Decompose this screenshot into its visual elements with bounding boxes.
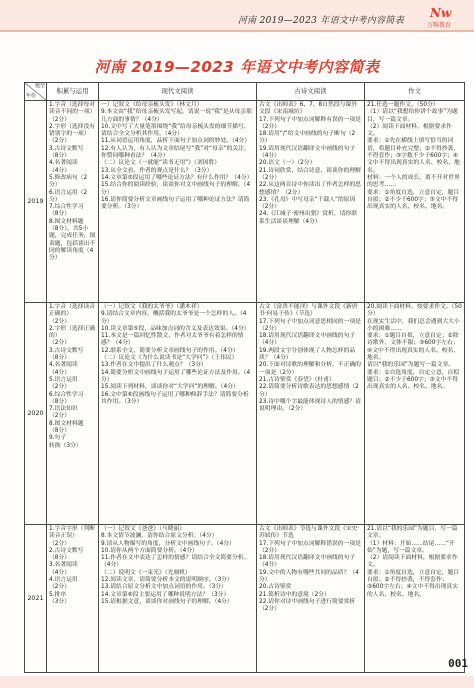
year-cell: 2020 (25, 303, 47, 525)
essay-cell: 21.任选一题作文。（50分） （1）请以“我想给你讲个故事”为题目，写一篇文章。 （2）阅读下面材料，根据要求作文。 要求：①先在横线上填写恰当的词语，将题目补充完整；②不得抄袭，不得套作；③字数不少于600字；④文中不得出现真实的人名、校名、地名。 材料：一个人的成长，离不开对世界的思考…… 要求：①角度自选，立意自定，题目自拟；②不少于600字；③文中不得出现真实的人名、校名、地名。 (365, 101, 465, 303)
header-band (0, 0, 474, 30)
modern-reading-cell: （一）记叙文《我的太爷爷》（潘木祥） 9.请结合文章内容，概括我的太爷爷是一个怎样的人。（4分） 10.读文章第⑤段，品味加点词的含义及表达效果。（4分） 11.本文是一篇回忆性散文，作者对太爷爷有着怎样的情感？（4分） 12.联系全文，简要分析文章画线句子的作用。（4分） （二）议论文《为什么说读书是“大学问”》（王伟民） 13.作者在文中提出了什么观点？（3分） 14.简要分析文中画线句子运用了哪些论证方法及作用。（4分） 15.阅读下列材料，谈谈你对“大学问”的理解。（4分） 16.文中第⑥段画线句子运用了哪种修辞手法？请简要分析其作用。（3分） (99, 303, 257, 525)
modern-reading-cell: 一）记叙文《给母亲梳头发》（林文月） 9.本文由“我”给母亲梳头发写起，请说一说“我”是从母亲那几方面的事情？（4分） 10.文中写了大量笔墨围绕“我”给母亲梳头发的细节描写，请结合全文分析其作用。（4分） 11.从词语运用角度，品析下面句子加点词的妙处。（4分） 12.有人认为，有人认为文章结尾写“我”对“母亲”的关注，你赞同哪种看法？（4分） （二）议论文《一就能“读书无用”》（刘国胜） 13.从全文看，作者的观点是什么？（3分） 14.文章第⑤段运用了哪些论证方法？有什么作用？（4分） 15.结合你的阅读经验，谈谈你对文中画线句子的理解。（4分） 16.请你简要分析文章画线句子运用了哪种论证方法？请简要分析。（3分） (99, 101, 257, 303)
corner-label-type: 题型 (34, 83, 45, 89)
logo-mark: Nw (430, 6, 452, 20)
accumulation-cell: 1.字音字形（判断读音正误） （2分） 2.古诗文默写 （8分） 3.名著阅读 （4分） 4.语言运用 （2分） 5.排序 （3分） (47, 525, 99, 673)
essay-cell: 20.阅读下面材料，按要求作文。（50分） 在现实生活中，我们总会遇到大大小小的困难…… 要求：①题目自拟，立意自定；②除诗歌外，文体不限；③600字左右；④文中不得出现真实的人名、校名、地名。 请以“我的乐园”为题写一篇文章。 要求：①自选角度，自定立意，自拟题目；②不少于600字；③文中不得出现真实的人名、校名、地名。 (365, 303, 465, 525)
content-table (24, 82, 465, 673)
classical-reading-cell: 古文《富贵不能淫》与课外文段《新唐书·何易于传》（节选） 17.下列句子中加点词意思相同的一项是（2分） 18.请用现代汉语翻译文中画线的句子（4分） 19.两段文字分别体现了人物怎样的品质？（4分） 20.下面对诗歌的理解和分析，不正确的一项是（2分） 21.古诗鉴赏《春望》（杜甫） 22.请简要分析诗歌表达的思想感情（2分） 23.诗中哪个字最能体现诗人的情感？请说明理由。（2分） (257, 303, 365, 525)
column-header-classical-reading: 古诗文阅读 (257, 83, 365, 101)
column-header-essay: 作文 (365, 83, 465, 101)
running-title: 河南 2019—2023 年语文中考内容简表 (237, 16, 404, 26)
corner-label-year: 年份 (26, 92, 37, 99)
modern-reading-cell: （一）记叙文《爸爸》（马晓丽） 8.本文情节波澜，请你结合原文分析。（4分） 9.请从人物描写的角度，分析文中画线句子。（4分） 10.请你从两个方面简要分析。（4分） 11.作者在文中表达了怎样的情感？请结合全文简要分析。（4分） （二）说明文《一束光》（光刻机） 12.阅读文章，请简要分析本文的说明顺序。（3分） 13.请结合原文分析文中加点词语的作用。（3分） 14.文章第⑥段主要运用了哪种说明方法？（3分） 15.请根据文意，谈谈你对画线句子的理解。（4分） (99, 525, 257, 673)
page-number: 001 (448, 657, 468, 670)
table-row (25, 101, 465, 303)
table-row (25, 525, 465, 673)
column-header-modern-reading: 现代文阅读 (99, 83, 257, 101)
column-header-accumulation: 积累与运用 (47, 83, 99, 101)
table-row (25, 303, 465, 525)
publisher-logo (426, 6, 466, 30)
year-cell: 2021 (25, 525, 47, 673)
logo-subtitle: 万唯教育 (427, 22, 452, 29)
classical-reading-cell: 古文《出师表》节选与课外文段《宋史·苏轼传》节选 17.下列句子中加点词解释错误的一项是（2分） 18.请用现代汉语翻译文中画线的句子（4分） 19.文中的人物有哪些共同的品质？（4分） 20.古诗鉴赏 21.简析诗中的意境（2分） 22.请你对诗中画线句子进行简要赏析（2分） (257, 525, 365, 673)
classical-reading-cell: 古文《出师表》6、7、8自然段与课外文段《宋南城坊》 17.下列句子中加点词解释有误的一项是（2分） 18.请用“/”给文中画线的句子断句（2分） 19.请用现代汉语翻译文中画线的句子（4分） 20.语文（一）（2分） 21.诗词欣赏，结合诗意，谈谈你的理解（2分） 22.从这两首诗中你读出了作者怎样的思想感情？（2分） 23.《孔母》中写母亲“千载人”的原因（2分） 24.《江城子·密州出猎》赏析，请你联系生活谈谈理解（4分） (257, 101, 365, 303)
table-corner-cell (25, 83, 47, 101)
year-cell: 2019 (25, 101, 47, 303)
accumulation-cell: 1.字音（选择读音正确的） （2分） 2.字形（选择正确的） （2分） 3.古诗文默写 （8分） 4.名著阅读 （4分） 5.语言运用 （2分） 6.综合性学习 （8分） 7.语法知识 （2分） 8.图文材料题 （8分） 9.句子 转换（3分） (47, 303, 99, 525)
header-divider (0, 30, 474, 32)
essay-cell: 21.请以“我的乐园”为题目，写一篇文章。 （1）材料：开始……结尾……“开始”为题，写一篇文章。 （2）请阅读下面材料，根据要求作文。 要求：①角度自选，立意自定，题目自拟；②不得抄袭，不得套作；③600字左右；④文中不得出现真实的人名、校名、地名。 (365, 525, 465, 673)
accumulation-cell: 1.字音（选择每对读音不同的一项） （2分） 2.字形（选择没有错别字的一项） （2分） 3.古诗文默写 （8分） 4.名著阅读 （4分） 5.修改病句（2分） 6.语言运用（2分） 7.综合性学习 （8分） 8.图文材料题 （8分），共5小题，完成任务，图表题，包括谈出不同的解读角度（4分） (47, 101, 99, 303)
page-title: 河南 2019—2023 年语文中考内容简表 (94, 58, 380, 76)
table-header-row (25, 83, 465, 101)
footer-band (0, 676, 474, 688)
